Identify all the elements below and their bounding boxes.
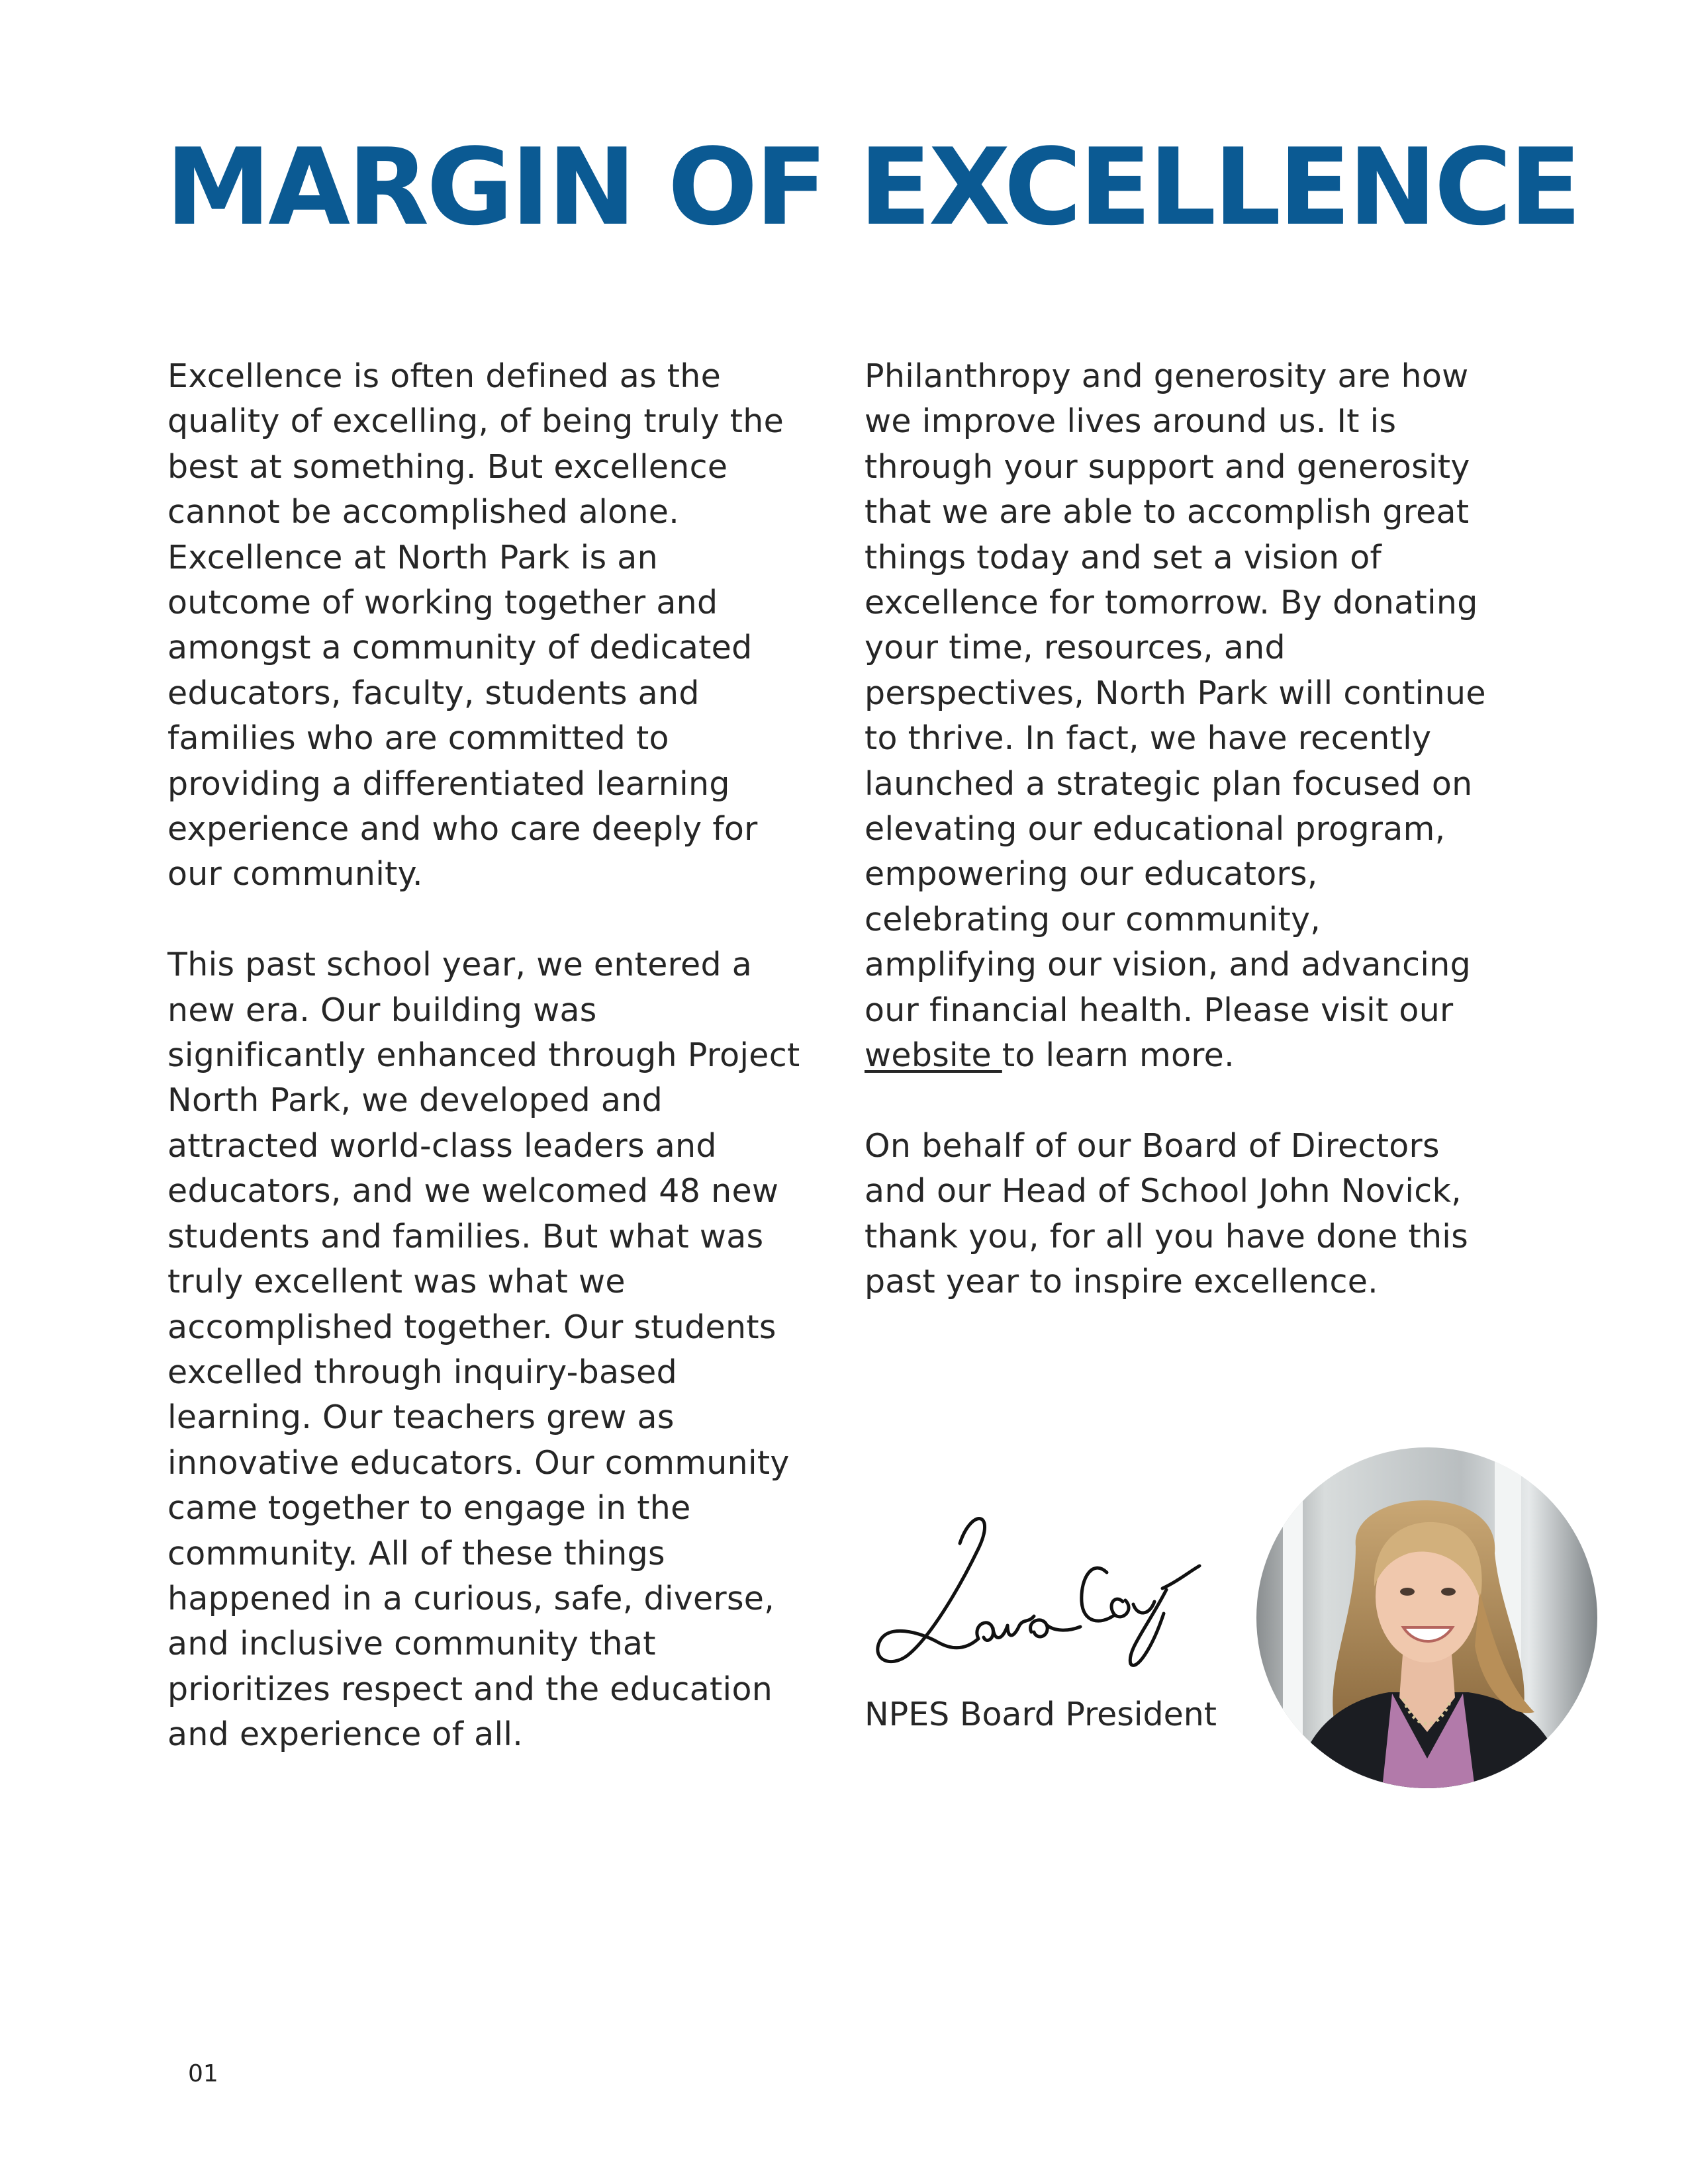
website-link[interactable]: website [865,1036,1002,1075]
paragraph-thank-you: On behalf of our Board of Directors and our Head of School John Novick, thank you, for all you have done this past year to inspire excellence. [865,1126,1469,1301]
signature-image [861,1502,1218,1674]
philanthropy-text-end: to learn more. [1002,1036,1235,1075]
paragraph-philanthropy [865,354,1500,1079]
paragraph-excellence: Excellence is often defined as the quality of excelling, of being truly the best at something. But excellence cannot be accomplished alone. Excellence at North Park is an outcome of working together and amongst a community of dedicated educators, faculty, students and families who are committed to providing a differentiated learning experience and who care deeply for our community. [167,357,784,893]
board-president-photo [1256,1447,1597,1788]
paragraph-school-year: This past school year, we entered a new era. Our building was significantly enhanced through Project North Park, we developed and attracted world-class leaders and educators, and we welcomed 48 new students and families. But what was truly excellent was what we accomplished together. Our students excelled through inquiry-based learning. Our teachers grew as innovative educators. Our community came together to engage in the community. All of these things happened in a curious, safe, diverse, and inclusive community that prioritizes respect and the education and experience of all. [167,946,800,1754]
signer-role: NPES Board President [865,1696,1217,1733]
page-number: 01 [188,2060,218,2087]
left-column [167,354,803,1803]
page-title: MARGIN OF EXCELLENCE [165,125,1579,249]
philanthropy-text: Philanthropy and generosity are how we improve lives around us. It is through your support and generosity that we are able to accomplish great things today and set a vision of excellence for tomorrow. By donating your time, resources, and perspectives, North Park will continue to thrive. In fact, we have recently launched a strategic plan focused on elevating our educational program, empowering our educators, celebrating our community, amplifying our vision, and advancing our financial health. Please visit our [865,357,1486,1029]
right-column [865,354,1500,1350]
